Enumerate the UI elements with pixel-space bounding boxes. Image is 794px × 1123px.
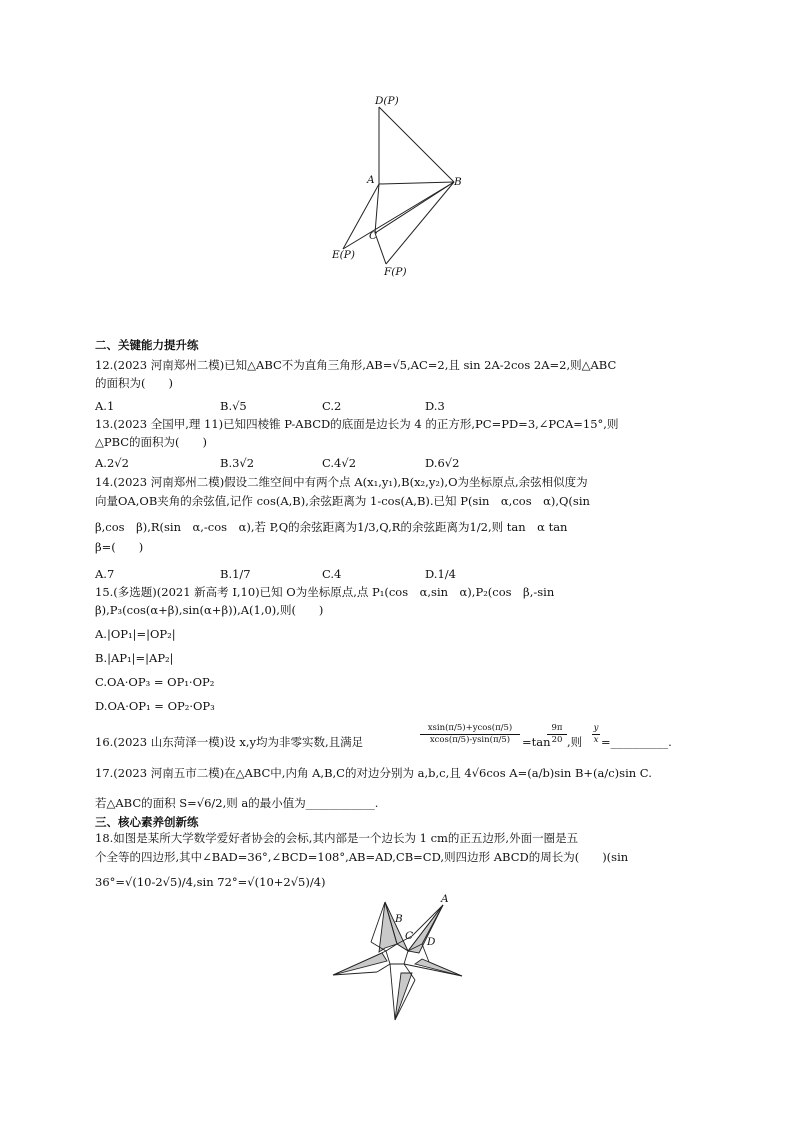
section-heading-3: 三、核心素养创新练 — [95, 815, 199, 829]
q13-stem-line2: △PBC的面积为( ) — [95, 435, 208, 449]
label-a: A — [367, 174, 375, 186]
q17-stem-line1: 17.(2023 河南五市二模)在△ABC中,内角 A,B,C的对边分别为 a,b,c,且 4√6cos A=(a/b)sin B+(a/c)sin C. — [95, 766, 652, 780]
q12-stem-line1: 12.(2023 河南郑州二模)已知△ABC不为直角三角形,AB=√5,AC=2,且 sin 2A-2cos 2A=2,则△ABC — [95, 358, 617, 372]
label-f: F(P) — [384, 266, 407, 278]
figure-association-logo — [325, 888, 470, 1028]
label-c: C — [369, 230, 378, 242]
q16-tan-den: 20 — [551, 735, 563, 745]
q15-stem-line1: 15.(多选题)(2021 新高考 Ⅰ,10)已知 O为坐标原点,点 P₁(cos α,sin α),P₂(cos β,-sin — [95, 585, 555, 599]
q16-tan-num: 9π — [547, 723, 567, 735]
q13-option-c: C.4√2 — [322, 456, 357, 470]
q18-stem-line1: 18.如图是某所大学数学爱好者协会的会标,其内部是一个边长为 1 cm的正五边形,外面一圈是五 — [95, 831, 579, 845]
q12-option-b: B.√5 — [220, 399, 247, 413]
q13-options — [95, 454, 705, 472]
q13-stem-line1: 13.(2023 全国甲,理 11)已知四棱锥 P-ABCD的底面是边长为 4 的正方形,PC=PD=3,∠PCA=15°,则 — [95, 417, 619, 431]
label-d: D(P) — [375, 95, 399, 107]
q13-option-b: B.3√2 — [220, 456, 255, 470]
q12-stem-line2: 的面积为( ) — [95, 376, 173, 390]
label-b: B — [454, 176, 462, 188]
q14-option-b: B.1/7 — [220, 567, 251, 581]
q12-option-c: C.2 — [322, 399, 342, 413]
q16-numerator: xsin(π/5)+ycos(π/5) — [420, 723, 520, 735]
q14-option-d: D.1/4 — [425, 567, 456, 581]
q18-stem-line2: 个全等的四边形,其中∠BAD=36°,∠BCD=108°,AB=AD,CB=CD,则四边形 ABCD的周长为( )(sin — [95, 850, 629, 864]
q14-options — [95, 565, 705, 583]
q12-options — [95, 397, 705, 415]
q16-then: ,则 — [567, 735, 583, 749]
q15-stem-line2: β),P₃(cos(α+β),sin(α+β)),A(1,0),则( ) — [95, 603, 324, 617]
q12-option-a: A.1 — [95, 399, 115, 413]
q14-stem-line3: β,cos β),R(sin α,-cos α),若 P,Q的余弦距离为1/3,Q,R的余弦距离为1/2,则 tan α tan — [95, 520, 568, 534]
q16-text: 16.(2023 山东菏泽一模)设 x,y均为非零实数,且满足 — [95, 735, 364, 749]
q14-option-a: A.7 — [95, 567, 115, 581]
q18-stem-line3: 36°=√(10-2√5)/4,sin 72°=√(10+2√5)/4) — [95, 875, 326, 889]
star-logo-svg — [325, 888, 470, 1028]
figure-folding-tetrahedron — [320, 92, 480, 282]
q14-option-c: C.4 — [322, 567, 342, 581]
q14-stem-line1: 14.(2023 河南郑州二模)假设二维空间中有两个点 A(x₁,y₁),B(x₂,y₂),O为坐标原点,余弦相似度为 — [95, 475, 588, 489]
q16-eq-tan: =tan — [522, 735, 551, 749]
logo-label-d: D — [427, 936, 436, 948]
q15-option-b: B.|AP₁|=|AP₂| — [95, 651, 174, 665]
q13-option-a: A.2√2 — [95, 456, 129, 470]
q16-tail: =__________. — [601, 735, 672, 749]
q17-stem-line2: 若△ABC的面积 S=√6/2,则 a的最小值为____________. — [95, 796, 379, 810]
logo-label-b: B — [395, 913, 403, 925]
label-e: E(P) — [332, 249, 355, 261]
q16-ratio — [592, 723, 600, 746]
q14-stem-line4: β=( ) — [95, 540, 144, 554]
logo-label-a: A — [441, 893, 449, 905]
q16-fraction — [420, 723, 520, 746]
q13-option-d: D.6√2 — [425, 456, 460, 470]
q16-denominator: xcos(π/5)-ysin(π/5) — [429, 735, 511, 745]
q15-option-d: D.OA·OP₁ = OP₂·OP₃ — [95, 699, 215, 713]
q12-option-d: D.3 — [425, 399, 445, 413]
q16-line — [95, 723, 705, 755]
q14-stem-line2: 向量OA,OB夹角的余弦值,记作 cos(A,B),余弦距离为 1-cos(A,B).已知 P(sin α,cos α),Q(sin — [95, 494, 590, 508]
q16-ratio-den: x — [593, 735, 599, 745]
q15-option-a: A.|OP₁|=|OP₂| — [95, 627, 176, 641]
q16-ratio-num: y — [593, 723, 599, 733]
q16-tan-fraction — [547, 723, 567, 746]
logo-label-c: C — [405, 930, 414, 942]
q15-option-c: C.OA·OP₃ = OP₁·OP₂ — [95, 675, 215, 689]
section-heading-2: 二、关键能力提升练 — [95, 338, 199, 352]
